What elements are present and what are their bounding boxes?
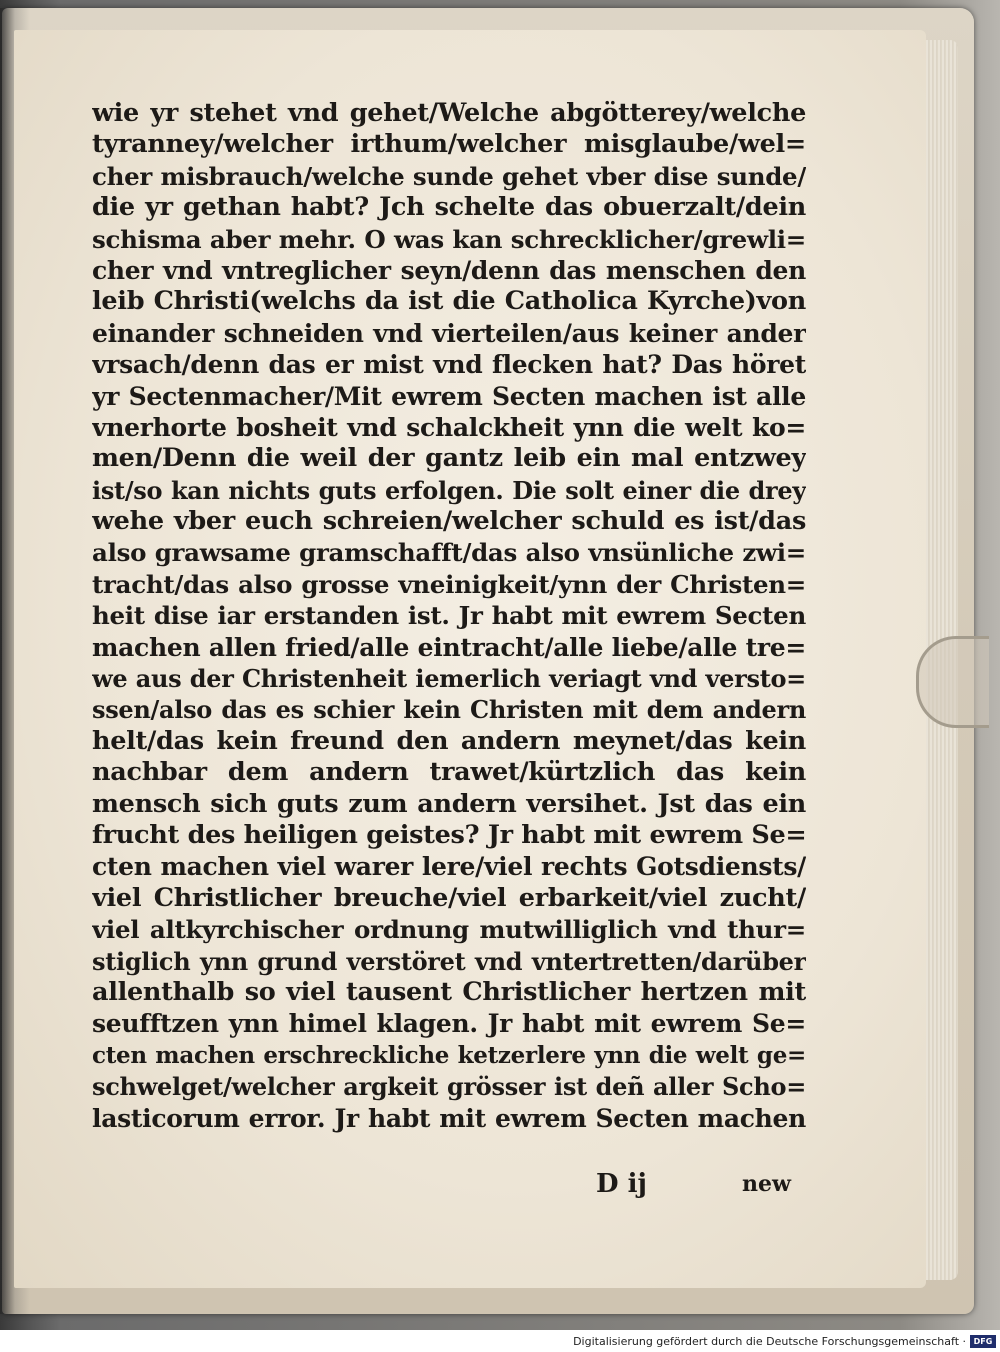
text-line: mensch sich guts zum andern versihet. Jst das ein (92, 788, 806, 819)
text-line: wehe vber euch schreien/welcher schuld es ist/das (92, 506, 806, 537)
text-line: cher vnd vntreglicher seyn/denn das menschen den (92, 255, 806, 285)
text-line: cten machen erschreckliche ketzerlere ynn die welt ge= (92, 1041, 806, 1069)
text-line: helt/das kein freund den andern meynet/das kein (92, 725, 806, 756)
text-line: also grawsame gramschafft/das also vnsünliche zwi= (92, 538, 806, 568)
page-text (92, 98, 806, 1134)
text-line: schwelget/welcher argkeit grösser ist deñ aller Scho= (92, 1072, 806, 1102)
text-line: stiglich ynn grund verstöret vnd vntertretten/darüber (92, 946, 806, 976)
text-line: ist/so kan nichts guts erfolgen. Die solt einer die drey (92, 475, 806, 505)
text-line: yr Sectenmacher/Mit ewrem Secten machen ist alle (92, 381, 806, 411)
text-line: cten machen viel warer lere/viel rechts Gotsdiensts/ (92, 852, 806, 882)
text-line: frucht des heiligen geistes? Jr habt mit ewrem Se= (92, 819, 806, 850)
signature-mark: D ij (596, 1169, 647, 1199)
text-line: we aus der Christenheit iemerlich veriagt vnd versto= (92, 664, 806, 694)
text-line: allenthalb so viel tausent Christlicher hertzen mit (92, 976, 806, 1007)
text-line: wie yr stehet vnd gehet/Welche abgötterey/welche (92, 98, 806, 128)
book-clasp (916, 636, 989, 728)
catchword: new (742, 1171, 791, 1197)
text-line: heit dise iar erstanden ist. Jr habt mit ewrem Secten (92, 601, 806, 631)
text-line: seufftzen ynn himel klagen. Jr habt mit ewrem Se= (92, 1009, 806, 1039)
text-line: leib Christi(welchs da ist die Catholica Kyrche)von (92, 286, 806, 317)
text-line: die yr gethan habt? Jch schelte das obuerzalt/dein (92, 192, 806, 223)
credit-text: Digitalisierung gefördert durch die Deutsche Forschungsgemeinschaft · (573, 1335, 966, 1348)
dfg-logo-icon: DFG (970, 1335, 996, 1348)
text-line: tyranney/welcher irthum/welcher misglaube/wel= (92, 129, 806, 160)
text-line: viel Christlicher breuche/viel erbarkeit/viel zucht/ (92, 882, 806, 913)
text-line: tracht/das also grosse vneinigkeit/ynn der Christen= (92, 569, 806, 599)
text-line: ssen/also das es schier kein Christen mit dem andern (92, 695, 806, 725)
text-line: viel altkyrchischer ordnung mutwilliglich vnd thur= (92, 915, 806, 945)
text-line: vrsach/denn das er mist vnd flecken hat? Das höret (92, 350, 806, 380)
text-line: einander schneiden vnd vierteilen/aus keiner ander (92, 318, 806, 348)
digitization-credit (573, 1334, 966, 1350)
text-line: machen allen fried/alle eintracht/alle liebe/alle tre= (92, 632, 806, 662)
text-line: nachbar dem andern trawet/kürtzlich das kein (92, 757, 806, 788)
text-line: lasticorum error. Jr habt mit ewrem Secten machen (92, 1103, 806, 1133)
text-line: schisma aber mehr. O was kan schrecklicher/grewli= (92, 224, 806, 254)
text-line: men/Denn die weil der gantz leib ein mal entzwey (92, 443, 806, 474)
text-line: cher misbrauch/welche sunde gehet vber dise sunde/ (92, 161, 806, 191)
text-line: vnerhorte bosheit vnd schalckheit ynn die welt ko= (92, 412, 806, 442)
